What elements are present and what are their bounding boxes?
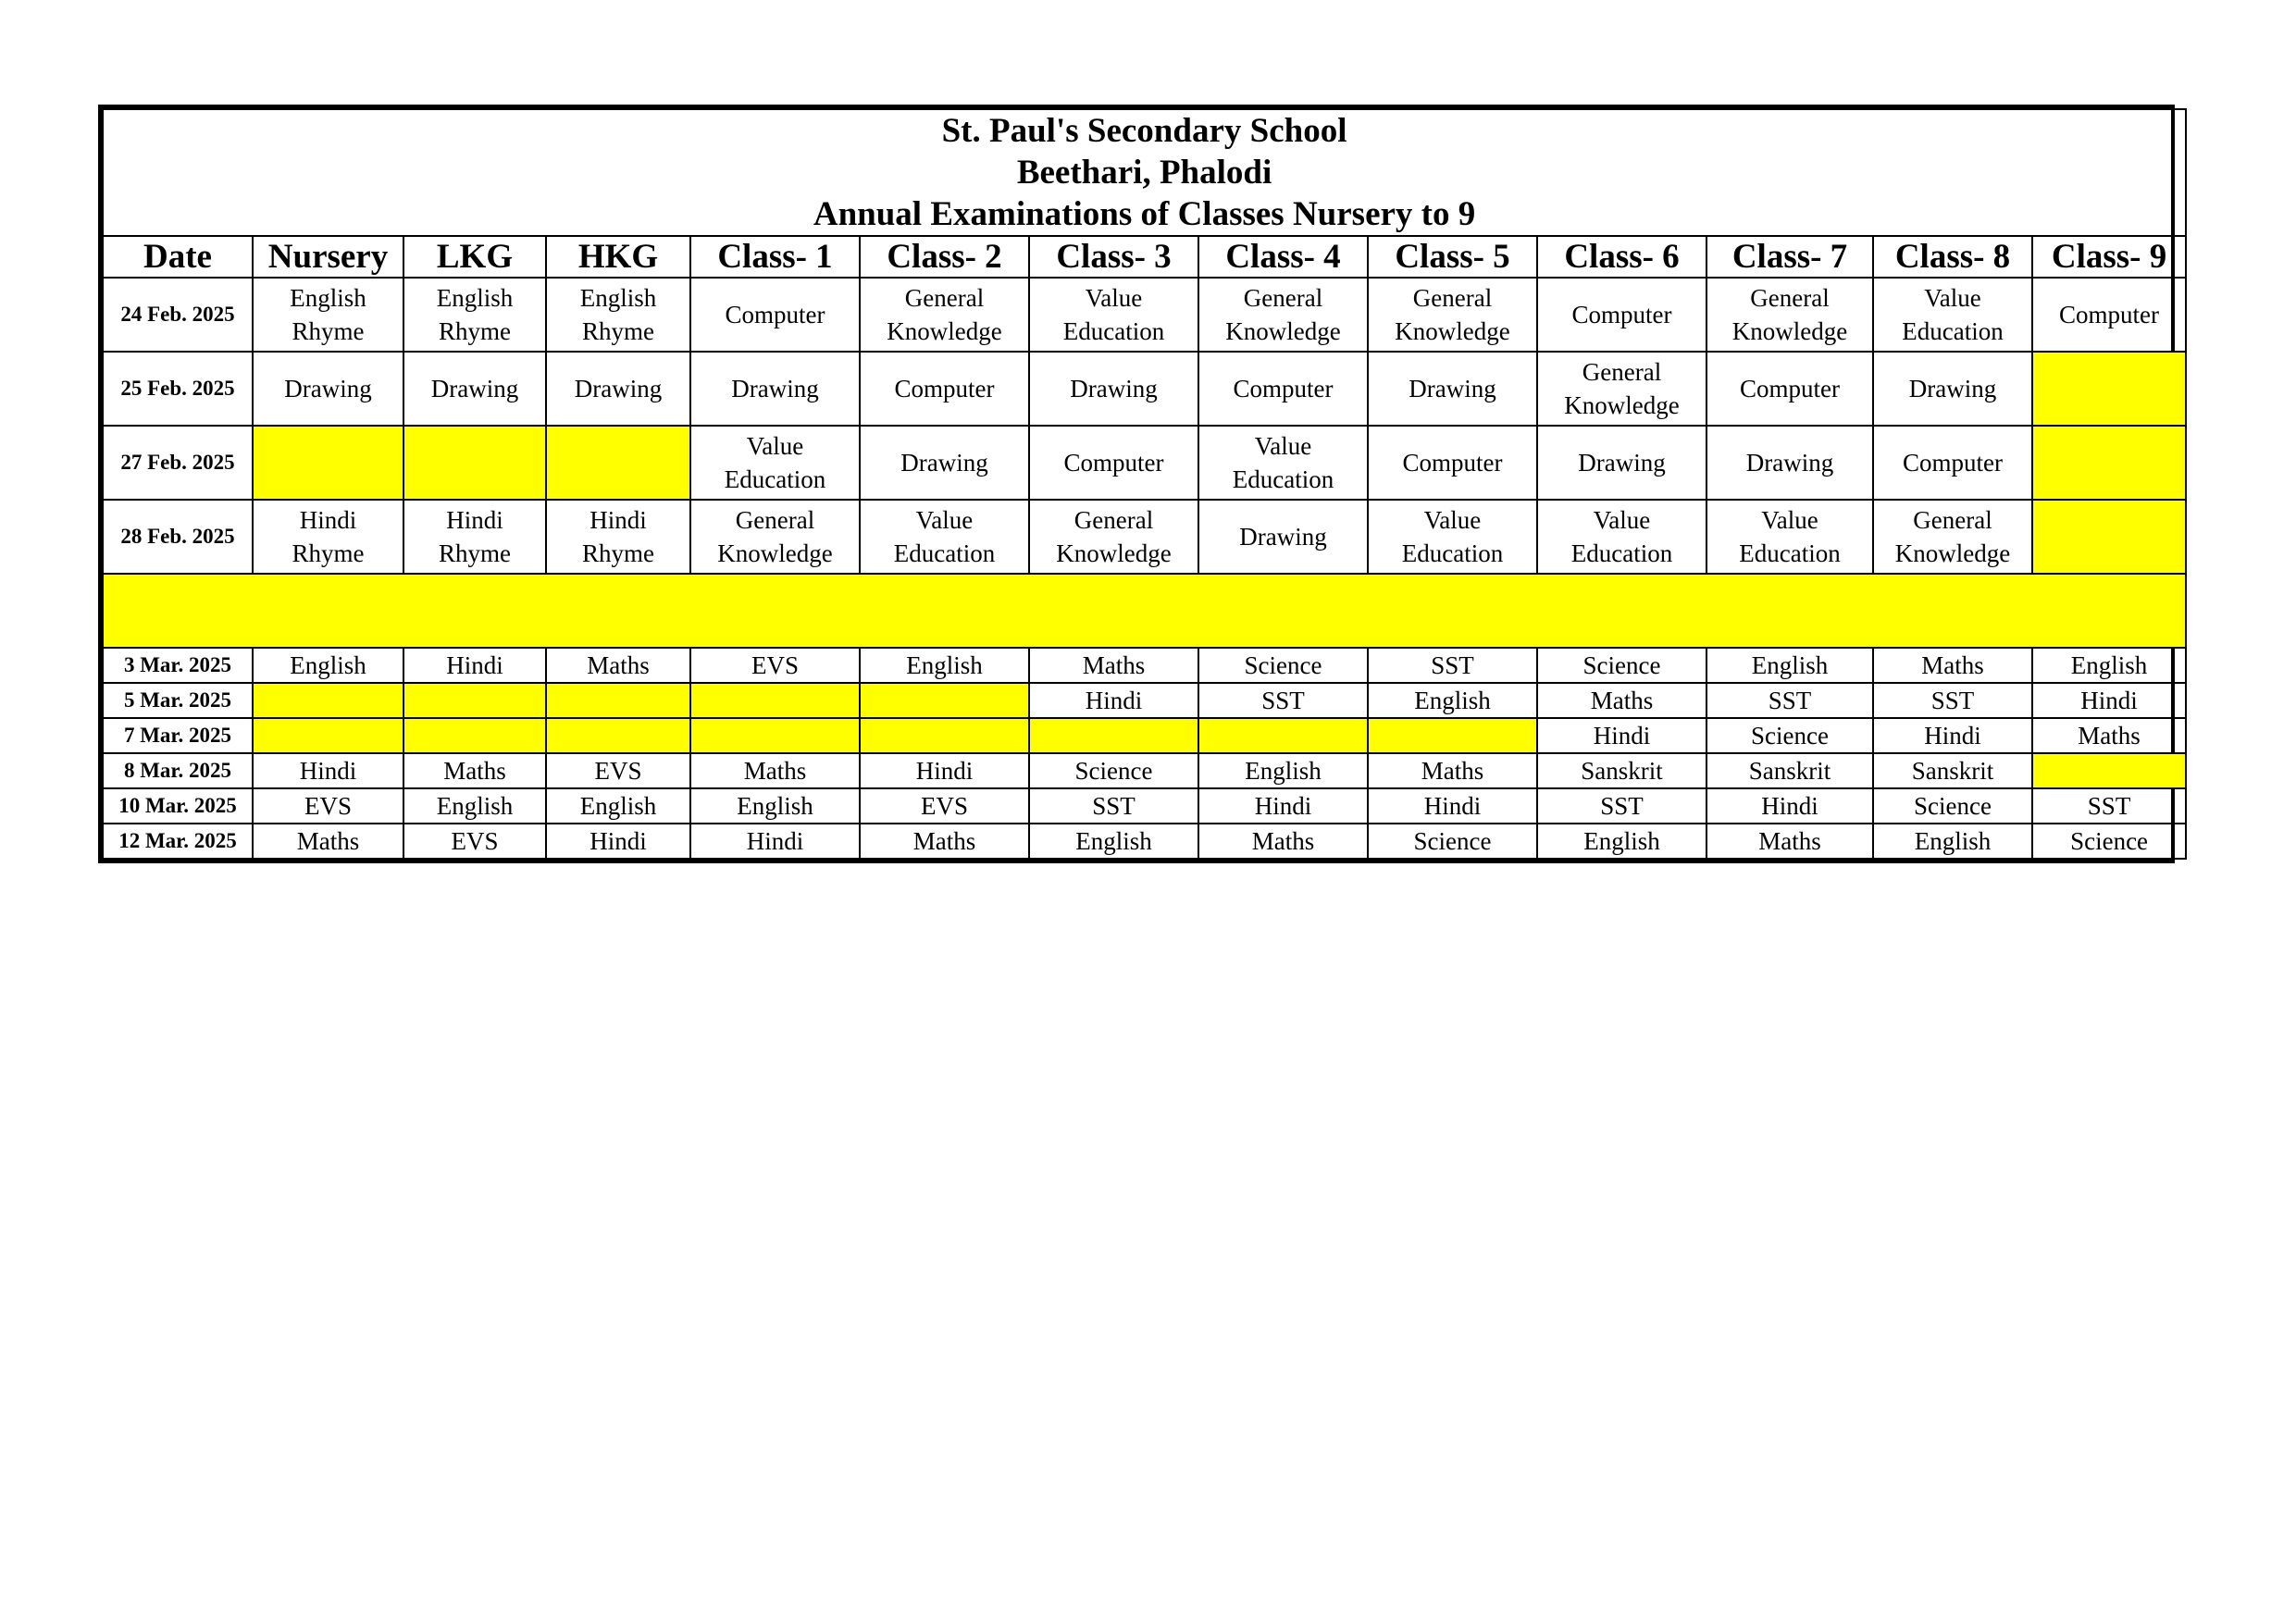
subject-cell	[253, 278, 403, 352]
subject-cell	[1706, 648, 1873, 683]
subject-line: SST	[1431, 651, 1474, 679]
table-row	[103, 824, 2186, 859]
subject-line: Maths	[1758, 827, 1821, 855]
date-cell: 3 Mar. 2025	[103, 648, 253, 683]
subject-line: English	[1583, 827, 1660, 855]
subject-line: Education	[1232, 465, 1334, 493]
subject-cell	[403, 500, 546, 574]
subject-cell	[1368, 824, 1537, 859]
subject-line: Computer	[2059, 301, 2160, 328]
empty-highlight-cell	[2032, 426, 2186, 500]
subject-line: English	[579, 284, 657, 312]
subject-cell	[690, 648, 860, 683]
subject-line: English	[290, 651, 366, 679]
column-header-class-4: Class- 4	[1198, 236, 1368, 278]
subject-line: General	[1750, 284, 1830, 312]
subject-line: Sanskrit	[1911, 757, 1994, 785]
subject-line: General	[1582, 358, 1662, 386]
subject-line: Knowledge	[1395, 317, 1510, 345]
date-cell: 25 Feb. 2025	[103, 352, 253, 426]
subject-cell	[1706, 278, 1873, 352]
subject-cell	[690, 278, 860, 352]
date-cell: 28 Feb. 2025	[103, 500, 253, 574]
title-block	[103, 109, 2186, 236]
subject-cell	[253, 753, 403, 788]
subject-cell	[403, 788, 546, 824]
subject-line: Computer	[1740, 375, 1840, 403]
subject-line: EVS	[594, 757, 642, 785]
subject-line: Value	[1085, 284, 1143, 312]
subject-cell	[1368, 788, 1537, 824]
column-header-lkg: LKG	[403, 236, 546, 278]
subject-line: Hindi	[299, 506, 357, 534]
subject-cell	[1873, 683, 2032, 718]
subject-cell	[1706, 824, 1873, 859]
subject-line: English	[2070, 651, 2148, 679]
exam-title: Annual Examinations of Classes Nursery to 9	[813, 195, 1476, 233]
subject-cell	[253, 824, 403, 859]
column-header-class-6: Class- 6	[1537, 236, 1706, 278]
subject-line: Maths	[1421, 757, 1484, 785]
subject-line: Knowledge	[1564, 391, 1680, 419]
subject-line: Drawing	[900, 449, 988, 477]
separator-band	[103, 574, 2186, 648]
subject-line: Hindi	[1254, 792, 1312, 820]
subject-cell	[690, 824, 860, 859]
subject-line: Hindi	[915, 757, 974, 785]
subject-cell	[1873, 500, 2032, 574]
subject-cell	[403, 648, 546, 683]
subject-line: Science	[1751, 722, 1829, 750]
subject-cell	[1029, 426, 1198, 500]
subject-cell	[1706, 753, 1873, 788]
subject-line: Science	[1413, 827, 1492, 855]
subject-line: Science	[1582, 651, 1661, 679]
subject-cell	[1029, 788, 1198, 824]
subject-line: Value	[746, 432, 804, 460]
timetable-grid	[102, 108, 2187, 860]
column-header-date: Date	[103, 236, 253, 278]
subject-line: Hindi	[590, 506, 647, 534]
empty-highlight-cell	[2032, 352, 2186, 426]
subject-line: Knowledge	[1056, 539, 1172, 567]
subject-line: Drawing	[284, 375, 372, 403]
subject-cell	[1873, 824, 2032, 859]
subject-cell	[1029, 683, 1198, 718]
subject-cell	[1368, 500, 1537, 574]
subject-line: Value	[1254, 432, 1312, 460]
subject-cell	[1537, 753, 1706, 788]
subject-cell	[1873, 352, 2032, 426]
subject-cell	[690, 500, 860, 574]
subject-line: Science	[1074, 757, 1153, 785]
subject-line: English	[1751, 651, 1829, 679]
date-cell: 8 Mar. 2025	[103, 753, 253, 788]
subject-line: Drawing	[1745, 449, 1834, 477]
subject-cell	[1537, 683, 1706, 718]
subject-cell	[1368, 352, 1537, 426]
empty-highlight-cell	[546, 426, 690, 500]
subject-cell	[253, 648, 403, 683]
subject-cell	[1537, 718, 1706, 753]
subject-line: Drawing	[1908, 375, 1997, 403]
subject-line: EVS	[304, 792, 352, 820]
subject-line: Education	[1401, 539, 1504, 567]
subject-line: Rhyme	[292, 539, 365, 567]
date-cell: 7 Mar. 2025	[103, 718, 253, 753]
empty-highlight-cell	[253, 718, 403, 753]
subject-cell	[1706, 426, 1873, 500]
subject-cell	[1368, 753, 1537, 788]
subject-cell	[1198, 278, 1368, 352]
subject-line: Computer	[1233, 375, 1334, 403]
subject-line: General	[1243, 284, 1323, 312]
subject-line: English	[290, 284, 366, 312]
empty-highlight-cell	[253, 683, 403, 718]
subject-cell	[860, 753, 1029, 788]
subject-line: English	[1914, 827, 1992, 855]
subject-line: Drawing	[1578, 449, 1666, 477]
subject-line: Education	[1902, 317, 2004, 345]
subject-cell	[1706, 788, 1873, 824]
table-row	[103, 683, 2186, 718]
empty-highlight-cell	[403, 426, 546, 500]
subject-line: EVS	[451, 827, 499, 855]
subject-cell	[1029, 753, 1198, 788]
subject-cell	[1029, 500, 1198, 574]
subject-cell	[1198, 426, 1368, 500]
separator-cell	[103, 574, 2186, 648]
subject-cell	[1198, 683, 1368, 718]
subject-line: Maths	[912, 827, 976, 855]
empty-highlight-cell	[860, 683, 1029, 718]
column-header-class-1: Class- 1	[690, 236, 860, 278]
subject-line: Knowledge	[1731, 317, 1848, 345]
subject-cell	[546, 352, 690, 426]
subject-line: General	[1913, 506, 1992, 534]
subject-line: General	[904, 284, 985, 312]
subject-cell	[546, 753, 690, 788]
subject-cell	[1368, 683, 1537, 718]
date-cell: 12 Mar. 2025	[103, 824, 253, 859]
subject-cell	[860, 278, 1029, 352]
subject-line: Drawing	[1409, 375, 1496, 403]
subject-line: Science	[2070, 827, 2149, 855]
subject-line: SST	[1768, 687, 1812, 714]
subject-line: Computer	[1903, 449, 2003, 477]
subject-cell	[1198, 788, 1368, 824]
table-row	[103, 753, 2186, 788]
school-name: St. Paul's Secondary School	[941, 112, 1347, 150]
empty-highlight-cell	[2032, 753, 2186, 788]
subject-line: Education	[893, 539, 996, 567]
subject-cell	[403, 753, 546, 788]
empty-highlight-cell	[253, 426, 403, 500]
subject-cell	[1029, 824, 1198, 859]
subject-line: Hindi	[1924, 722, 1981, 750]
date-cell: 24 Feb. 2025	[103, 278, 253, 352]
subject-line: Sanskrit	[1748, 757, 1831, 785]
subject-cell	[546, 824, 690, 859]
empty-highlight-cell	[1368, 718, 1537, 753]
subject-cell	[1198, 648, 1368, 683]
subject-cell	[860, 500, 1029, 574]
subject-cell	[1706, 352, 1873, 426]
subject-line: Drawing	[731, 375, 819, 403]
subject-cell	[546, 648, 690, 683]
subject-line: Computer	[1402, 449, 1503, 477]
column-header-class-2: Class- 2	[860, 236, 1029, 278]
subject-cell	[690, 426, 860, 500]
subject-cell	[2032, 824, 2186, 859]
subject-cell	[1873, 718, 2032, 753]
subject-line: Education	[1570, 539, 1673, 567]
subject-line: Hindi	[1593, 722, 1651, 750]
subject-cell	[1873, 278, 2032, 352]
subject-cell	[690, 788, 860, 824]
subject-cell	[1368, 426, 1537, 500]
subject-cell	[2032, 718, 2186, 753]
subject-line: Hindi	[2080, 687, 2138, 714]
subject-cell	[1368, 648, 1537, 683]
subject-line: Value	[915, 506, 974, 534]
subject-line: Knowledge	[1894, 539, 2011, 567]
subject-line: Hindi	[446, 506, 503, 534]
subject-cell	[1198, 824, 1368, 859]
subject-cell	[2032, 788, 2186, 824]
subject-line: Rhyme	[439, 539, 511, 567]
subject-cell	[1537, 426, 1706, 500]
subject-line: Science	[1244, 651, 1322, 679]
subject-cell	[690, 352, 860, 426]
subject-line: Education	[1739, 539, 1841, 567]
column-header-class-9: Class- 9	[2032, 236, 2186, 278]
subject-line: Education	[1062, 317, 1165, 345]
subject-cell	[1029, 352, 1198, 426]
subject-cell	[1873, 753, 2032, 788]
subject-line: Computer	[894, 375, 995, 403]
subject-cell	[1029, 648, 1198, 683]
subject-line: SST	[1600, 792, 1644, 820]
subject-line: Maths	[1921, 651, 1984, 679]
empty-highlight-cell	[546, 683, 690, 718]
subject-line: Drawing	[574, 375, 663, 403]
subject-line: SST	[1930, 687, 1975, 714]
subject-cell	[1198, 753, 1368, 788]
subject-line: Maths	[1590, 687, 1654, 714]
subject-cell	[403, 352, 546, 426]
subject-line: Hindi	[1761, 792, 1818, 820]
date-cell: 27 Feb. 2025	[103, 426, 253, 500]
subject-line: General	[735, 506, 815, 534]
subject-cell	[403, 278, 546, 352]
empty-highlight-cell	[860, 718, 1029, 753]
subject-line: Hindi	[590, 827, 647, 855]
subject-line: Rhyme	[582, 317, 654, 345]
subject-cell	[253, 500, 403, 574]
subject-cell	[546, 788, 690, 824]
table-row	[103, 648, 2186, 683]
subject-line: EVS	[751, 651, 799, 679]
column-header-row	[103, 236, 2186, 278]
subject-cell	[1873, 648, 2032, 683]
column-header-class-8: Class- 8	[1873, 236, 2032, 278]
subject-line: Rhyme	[292, 317, 365, 345]
empty-highlight-cell	[546, 718, 690, 753]
school-location: Beethari, Phalodi	[1016, 154, 1272, 192]
subject-line: Drawing	[1239, 523, 1327, 551]
subject-line: Hindi	[746, 827, 804, 855]
subject-cell	[1029, 278, 1198, 352]
subject-line: Maths	[587, 651, 650, 679]
subject-cell	[1706, 683, 1873, 718]
subject-line: Education	[724, 465, 826, 493]
subject-line: English	[1075, 827, 1152, 855]
subject-cell	[253, 788, 403, 824]
subject-cell	[690, 753, 860, 788]
subject-cell	[1706, 500, 1873, 574]
table-row	[103, 718, 2186, 753]
subject-cell	[546, 500, 690, 574]
subject-cell	[2032, 648, 2186, 683]
date-cell: 5 Mar. 2025	[103, 683, 253, 718]
column-header-hkg: HKG	[546, 236, 690, 278]
subject-line: Maths	[1082, 651, 1146, 679]
subject-line: Value	[1761, 506, 1818, 534]
subject-line: English	[436, 284, 514, 312]
subject-line: Science	[1914, 792, 1992, 820]
subject-line: Knowledge	[887, 317, 1002, 345]
subject-cell	[1198, 352, 1368, 426]
table-row	[103, 278, 2186, 352]
subject-cell	[1873, 788, 2032, 824]
subject-cell	[860, 824, 1029, 859]
subject-cell	[1537, 788, 1706, 824]
subject-line: Sanskrit	[1581, 757, 1663, 785]
subject-line: Maths	[296, 827, 360, 855]
subject-line: Rhyme	[582, 539, 654, 567]
subject-line: English	[1414, 687, 1491, 714]
subject-cell	[2032, 683, 2186, 718]
subject-line: Knowledge	[717, 539, 833, 567]
column-header-class-7: Class- 7	[1706, 236, 1873, 278]
subject-cell	[546, 278, 690, 352]
date-cell: 10 Mar. 2025	[103, 788, 253, 824]
subject-line: English	[737, 792, 813, 820]
subject-cell	[1537, 500, 1706, 574]
empty-highlight-cell	[690, 683, 860, 718]
table-row	[103, 426, 2186, 500]
subject-line: EVS	[920, 792, 968, 820]
subject-cell	[860, 426, 1029, 500]
subject-line: Knowledge	[1225, 317, 1341, 345]
subject-cell	[860, 648, 1029, 683]
subject-line: Computer	[725, 301, 825, 328]
subject-cell	[860, 352, 1029, 426]
subject-line: English	[906, 651, 983, 679]
subject-line: Computer	[1063, 449, 1164, 477]
subject-line: Drawing	[1070, 375, 1158, 403]
empty-highlight-cell	[690, 718, 860, 753]
subject-cell	[1368, 278, 1537, 352]
subject-line: SST	[2087, 792, 2131, 820]
subject-cell	[1537, 824, 1706, 859]
subject-line: Maths	[1251, 827, 1315, 855]
subject-cell	[860, 788, 1029, 824]
subject-line: English	[436, 792, 514, 820]
empty-highlight-cell	[403, 683, 546, 718]
subject-line: Maths	[743, 757, 807, 785]
subject-line: Maths	[2078, 722, 2141, 750]
subject-cell	[1198, 500, 1368, 574]
empty-highlight-cell	[2032, 500, 2186, 574]
subject-line: General	[1074, 506, 1154, 534]
subject-cell	[1706, 718, 1873, 753]
subject-line: Drawing	[430, 375, 519, 403]
subject-line: Value	[1593, 506, 1651, 534]
subject-cell	[1537, 278, 1706, 352]
subject-cell	[1873, 426, 2032, 500]
table-row	[103, 500, 2186, 574]
subject-line: Hindi	[299, 757, 357, 785]
subject-line: Computer	[1571, 301, 1672, 328]
subject-line: Value	[1423, 506, 1482, 534]
subject-line: SST	[1261, 687, 1305, 714]
empty-highlight-cell	[1198, 718, 1368, 753]
subject-cell	[2032, 278, 2186, 352]
column-header-nursery: Nursery	[253, 236, 403, 278]
subject-line: Value	[1924, 284, 1981, 312]
subject-cell	[1537, 648, 1706, 683]
exam-timetable	[98, 105, 2175, 863]
subject-cell	[253, 352, 403, 426]
subject-cell	[403, 824, 546, 859]
subject-line: SST	[1092, 792, 1136, 820]
column-header-class-5: Class- 5	[1368, 236, 1537, 278]
subject-line: Rhyme	[439, 317, 511, 345]
column-header-class-3: Class- 3	[1029, 236, 1198, 278]
subject-line: Hindi	[1423, 792, 1482, 820]
subject-line: Hindi	[1085, 687, 1143, 714]
subject-line: Hindi	[446, 651, 503, 679]
subject-line: English	[579, 792, 657, 820]
empty-highlight-cell	[1029, 718, 1198, 753]
empty-highlight-cell	[403, 718, 546, 753]
subject-cell	[1537, 352, 1706, 426]
subject-line: English	[1245, 757, 1322, 785]
table-row	[103, 352, 2186, 426]
subject-line: Maths	[443, 757, 506, 785]
table-row	[103, 788, 2186, 824]
subject-line: General	[1412, 284, 1493, 312]
